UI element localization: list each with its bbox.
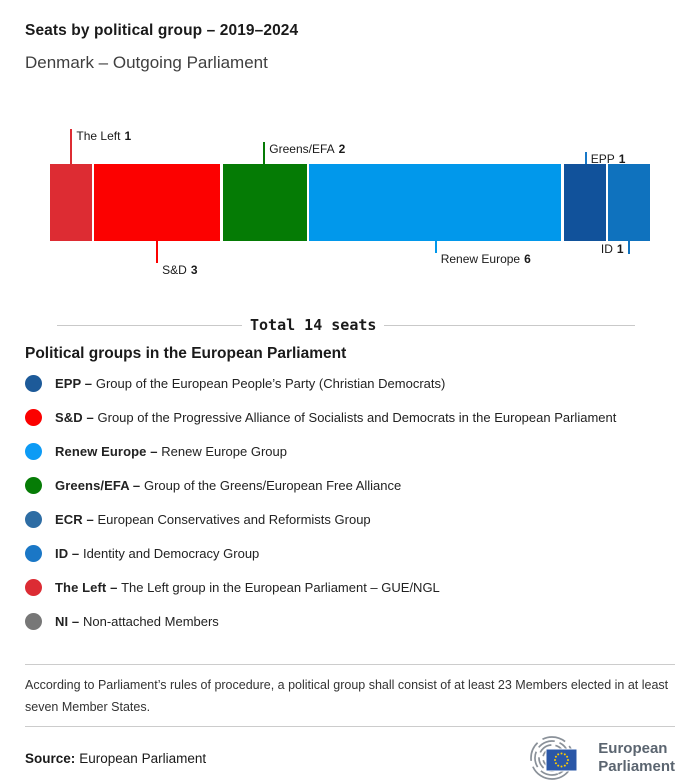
legend-abbr: NI – <box>55 613 83 629</box>
leader-line <box>70 129 72 164</box>
legend-name: The Left group in the European Parliament – GUE/NGL <box>121 579 440 595</box>
footnote-divider-bottom <box>25 726 675 727</box>
bar-segment-s-d[interactable] <box>94 164 220 241</box>
bar-segment-renew-europe[interactable] <box>309 164 561 241</box>
legend-name: Renew Europe Group <box>161 443 287 459</box>
leader-line <box>156 241 158 263</box>
bar-label: Renew Europe 6 <box>440 252 531 266</box>
european-parliament-logo <box>510 736 675 780</box>
legend-item-id <box>25 536 675 570</box>
footnote-text: According to Parliament’s rules of procedure, a political group shall consist of at least 23 Members elected in at least seven Member States. <box>25 678 669 714</box>
stacked-bar <box>50 164 650 241</box>
divider-line-left <box>57 325 242 326</box>
legend-color-dot-icon <box>25 545 42 562</box>
footnote-divider-top <box>25 664 675 665</box>
seats-bar-chart <box>50 119 650 286</box>
legend-item-epp <box>25 366 675 400</box>
eu-flag-icon <box>546 749 577 771</box>
infographic <box>0 22 700 780</box>
leader-line <box>585 152 587 164</box>
legend-color-dot-icon <box>25 443 42 460</box>
legend-abbr: Renew Europe – <box>55 443 162 459</box>
bar-segment-greens-efa[interactable] <box>223 164 307 241</box>
bar-segment-the-left[interactable] <box>50 164 92 241</box>
logo-wordmark <box>598 740 675 776</box>
bar-label: EPP 1 <box>590 152 626 166</box>
leader-line <box>435 241 437 253</box>
bar-label: The Left 1 <box>76 129 132 143</box>
legend-color-dot-icon <box>25 477 42 494</box>
source-label: Source: <box>25 750 76 766</box>
footer <box>25 736 675 780</box>
legend-item-the-left <box>25 570 675 604</box>
total-seats-label: Total 14 seats <box>250 316 377 334</box>
legend-name: Identity and Democracy Group <box>82 545 260 561</box>
legend-item-ni <box>25 604 675 638</box>
legend-color-dot-icon <box>25 579 42 596</box>
logo-line1: European <box>598 740 668 757</box>
legend-item-s-d <box>25 400 675 434</box>
legend-name: Non-attached Members <box>82 613 219 629</box>
legend-heading: Political groups in the European Parliament <box>25 345 347 362</box>
legend-color-dot-icon <box>25 409 42 426</box>
legend-name: Group of the Greens/European Free Alliance <box>143 477 402 493</box>
bar-label: S&D 3 <box>162 263 198 277</box>
legend-color-dot-icon <box>25 375 42 392</box>
logo-line2: Parliament <box>598 758 675 775</box>
bar-label: ID 1 <box>600 242 624 256</box>
page-title: Seats by political group – 2019–2024 <box>25 22 299 39</box>
bar-segment-id[interactable] <box>608 164 650 241</box>
hemicycle-logo-icon <box>510 736 592 780</box>
legend-abbr: The Left – <box>55 579 122 595</box>
legend-abbr: Greens/EFA – <box>55 477 144 493</box>
legend-abbr: S&D – <box>55 409 98 425</box>
legend-name: Group of the Progressive Alliance of Socialists and Democrats in the European Parliament <box>97 409 617 425</box>
divider-line-right <box>384 325 635 326</box>
legend-color-dot-icon <box>25 613 42 630</box>
legend-abbr: ID – <box>55 545 83 561</box>
legend-item-renew-europe <box>25 434 675 468</box>
legend-list <box>25 366 675 638</box>
legend-abbr: ECR – <box>55 511 98 527</box>
legend-name: European Conservatives and Reformists Group <box>97 511 371 527</box>
total-seats-divider <box>57 316 635 334</box>
legend-item-greens-efa <box>25 468 675 502</box>
leader-line <box>628 241 630 254</box>
leader-line <box>263 142 265 164</box>
bar-segment-epp[interactable] <box>564 164 606 241</box>
legend-item-ecr <box>25 502 675 536</box>
legend-name: Group of the European People’s Party (Christian Democrats) <box>95 375 446 391</box>
page-subtitle: Denmark – Outgoing Parliament <box>25 53 268 72</box>
source-value: European Parliament <box>79 750 207 766</box>
legend-color-dot-icon <box>25 511 42 528</box>
legend-abbr: EPP – <box>55 375 96 391</box>
bar-label: Greens/EFA 2 <box>269 142 346 156</box>
source-line <box>25 751 206 766</box>
